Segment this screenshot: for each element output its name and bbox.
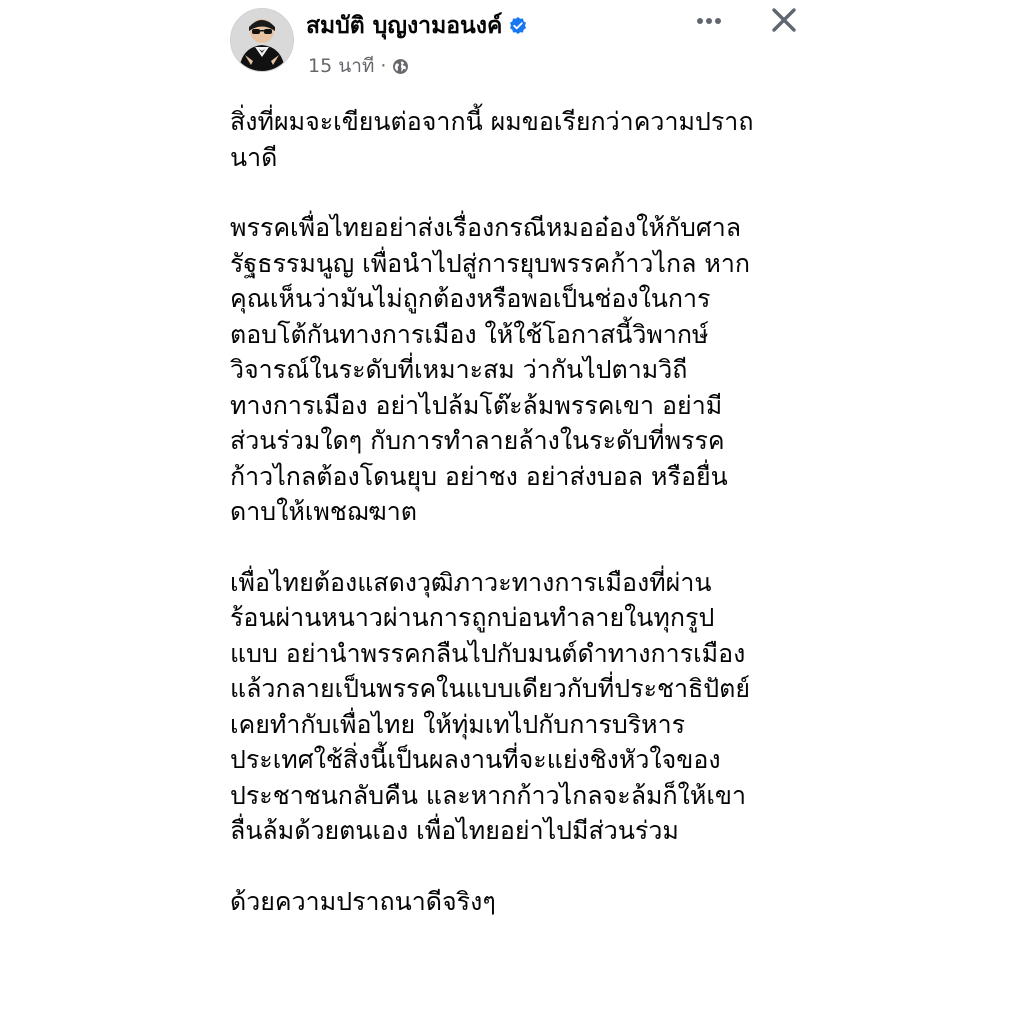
post-card — [210, 0, 816, 1024]
globe-icon — [392, 58, 409, 75]
text-line: คุณเห็นว่ามันไม่ถูกต้องหรือพอเป็นช่องในการ — [230, 284, 711, 313]
verified-badge-icon — [508, 16, 528, 36]
text-line: ประเทศใช้สิ่งนี้เป็นผลงานที่จะแย่งชิงหัวใจของ — [230, 745, 721, 774]
post-paragraph-2 — [230, 210, 804, 530]
text-line: ส่วนร่วมใดๆ กับการทำลายล้างในระดับที่พรรค — [230, 426, 725, 455]
text-line: ทางการเมือง อย่าไปล้มโต๊ะล้มพรรคเขา อย่ามี — [230, 390, 723, 420]
close-icon[interactable] — [768, 4, 800, 36]
post-paragraph-4 — [230, 884, 804, 920]
post-paragraph-3 — [230, 565, 804, 849]
meta-separator: · — [380, 55, 387, 77]
post-header — [210, 0, 816, 90]
author-name[interactable]: สมบัติ บุญงามอนงค์ — [306, 13, 503, 39]
text-line: ตอบโต้กันทางการเมือง ให้ใช้โอกาสนี้วิพากษ์ — [230, 319, 709, 349]
text-line: แบบ อย่านำพรรคกลืนไปกับมนต์ดำทางการเมือง — [230, 638, 746, 668]
text-line: พรรคเพื่อไทยอย่าส่งเรื่องกรณีหมออ๋องให้กับศาล — [230, 213, 742, 242]
text-line: ด้วยความปราถนาดีจริงๆ — [230, 886, 496, 916]
author-name-row — [306, 8, 528, 44]
text-line: วิจารณ์ในระดับที่เหมาะสม ว่ากันไปตามวิถี — [230, 355, 688, 384]
text-line: เคยทำกับเพื่อไทย ให้ทุ่มเทไปกับการบริหาร — [230, 709, 686, 739]
text-line: ประชาชนกลับคืน และหากก้าวไกลจะล้มก็ให้เขา — [230, 780, 747, 810]
text-line: สิ่งที่ผมจะเขียนต่อจากนี้ ผมขอเรียกว่าความปราถ — [230, 107, 754, 136]
post-text — [230, 104, 804, 919]
text-line: รัฐธรรมนูญ เพื่อนำไปสู่การยุบพรรคก้าวไกล หาก — [230, 248, 751, 278]
author-avatar[interactable] — [230, 8, 294, 72]
text-line: ลื่นล้มด้วยตนเอง เพื่อไทยอย่าไปมีส่วนร่วม — [230, 816, 679, 845]
post-timestamp[interactable]: 15 นาที — [308, 55, 375, 77]
post-paragraph-1 — [230, 104, 804, 175]
more-options-icon[interactable] — [694, 6, 724, 36]
post-meta — [308, 52, 409, 80]
avatar-image — [231, 9, 293, 71]
text-line: ดาบให้เพชฌฆาต — [230, 497, 418, 526]
text-line: ก้าวไกลต้องโดนยุบ อย่าชง อย่าส่งบอล หรือยื่น — [230, 461, 728, 491]
text-line: เพื่อไทยต้องแสดงวุฒิภาวะทางการเมืองที่ผ่าน — [230, 567, 712, 597]
text-line: นาดี — [230, 142, 278, 172]
text-line: แล้วกลายเป็นพรรคในแบบเดียวกับที่ประชาธิปัตย์ — [230, 674, 751, 703]
text-line: ร้อนผ่านหนาวผ่านการถูกบ่อนทำลายในทุกรูป — [230, 603, 715, 632]
